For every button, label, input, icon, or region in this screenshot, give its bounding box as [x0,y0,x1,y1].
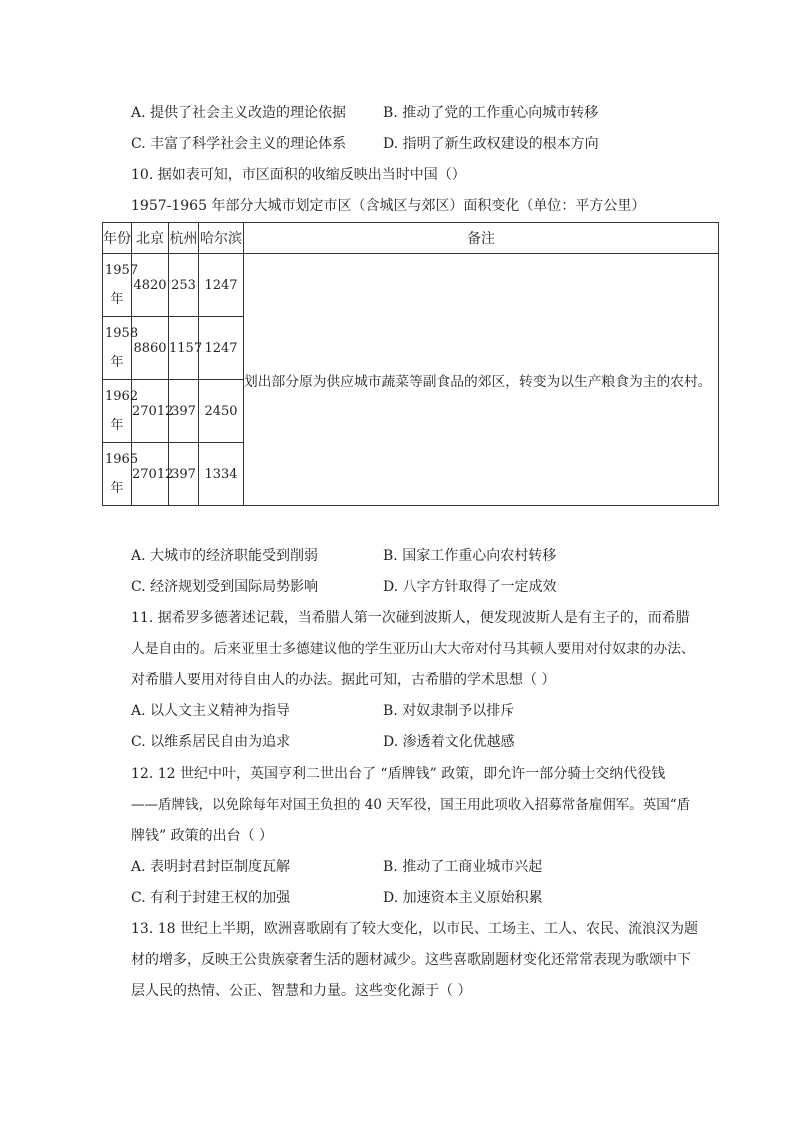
q10-option-d[interactable]: D. 八字方针取得了一定成效 [383,579,557,595]
table-row [103,254,719,317]
header-harbin: 哈尔滨 [199,223,244,254]
q11-line-2: 人是自由的。后来亚里士多德建议他的学生亚历山大大帝对付马其顿人要用对付奴隶的办法、 [131,641,695,657]
q10-option-a[interactable]: A. 大城市的经济职能受到削弱 [131,548,319,564]
header-beijing: 北京 [132,223,169,254]
q13-line-3: 层人民的热情、公正、智慧和力量。这些变化源于（ ） [131,983,472,999]
q13-line-1: 13. 18 世纪上半期，欧洲喜歌剧有了较大变化，以市民、工场主、工人、农民、流浪汉为题 [131,921,698,937]
q10-table-title: 1957-1965 年部分大城市划定市区（含城区与郊区）面积变化（单位：平方公里） [131,198,646,214]
row-year: 1962年 [105,389,139,433]
row-year: 1965年 [105,452,139,496]
row-beijing: 27012 [132,380,169,443]
q12-line-3: 牌钱” 政策的出台（ ） [131,828,274,844]
q10-option-b[interactable]: B. 国家工作重心向农村转移 [383,548,557,564]
q12-option-a[interactable]: A. 表明封君封臣制度瓦解 [131,859,291,875]
q9-option-a[interactable]: A. 提供了社会主义改造的理论依据 [131,105,347,121]
header-year: 年份 [103,223,132,254]
header-note: 备注 [244,223,719,254]
q12-line-1: 12. 12 世纪中叶，英国亨利二世出台了 “盾牌钱” 政策，即允许一部分骑士交纳代役钱 [131,766,666,782]
row-harbin: 1334 [199,443,244,506]
row-hangzhou: 253 [169,254,199,317]
row-beijing: 27012 [132,443,169,506]
row-beijing: 4820 [132,254,169,317]
q11-line-3: 对希腊人要用对待自由人的办法。据此可知，古希腊的学术思想（ ） [131,672,556,688]
q11-option-b[interactable]: B. 对奴隶制予以排斥 [383,703,515,719]
q10-stem: 10. 据如表可知，市区面积的收缩反映出当时中国（） [131,167,466,183]
row-year: 1957年 [105,263,139,307]
row-beijing: 8860 [132,317,169,380]
row-hangzhou: 397 [169,380,199,443]
row-harbin: 2450 [199,380,244,443]
q12-option-d[interactable]: D. 加速资本主义原始积累 [383,890,543,906]
row-hangzhou: 1157 [169,317,199,380]
row-harbin: 1247 [199,317,244,380]
q11-option-d[interactable]: D. 渗透着文化优越感 [383,734,515,750]
q12-line-2: ——盾牌钱，以免除每年对国王负担的 40 天军役，国王用此项收入招募常备雇佣军。英国“盾 [131,797,691,813]
q10-option-c[interactable]: C. 经济规划受到国际局势影响 [131,579,319,595]
q9-option-b[interactable]: B. 推动了党的工作重心向城市转移 [383,105,599,121]
q12-option-c[interactable]: C. 有利于封建王权的加强 [131,890,291,906]
q12-option-b[interactable]: B. 推动了工商业城市兴起 [383,859,543,875]
q13-line-2: 材的增多，反映王公贵族豪奢生活的题材减少。这些喜歌剧题材变化还常常表现为歌颂中下 [131,952,691,968]
q11-line-1: 11. 据希罗多德著述记载，当希腊人第一次碰到波斯人，便发现波斯人是有主子的，而希腊 [131,610,690,626]
header-hangzhou: 杭州 [169,223,199,254]
q9-option-d[interactable]: D. 指明了新生政权建设的根本方向 [383,136,599,152]
row-hangzhou: 397 [169,443,199,506]
q9-option-c[interactable]: C. 丰富了科学社会主义的理论体系 [131,136,347,152]
row-harbin: 1247 [199,254,244,317]
q11-option-c[interactable]: C. 以维系居民自由为追求 [131,734,291,750]
row-year: 1958年 [105,326,139,370]
row-note: 划出部分原为供应城市蔬菜等副食品的郊区，转变为以生产粮食为主的农村。 [244,254,719,506]
area-table [102,222,719,506]
q11-option-a[interactable]: A. 以人文主义精神为指导 [131,703,291,719]
table-header-row [103,223,719,254]
